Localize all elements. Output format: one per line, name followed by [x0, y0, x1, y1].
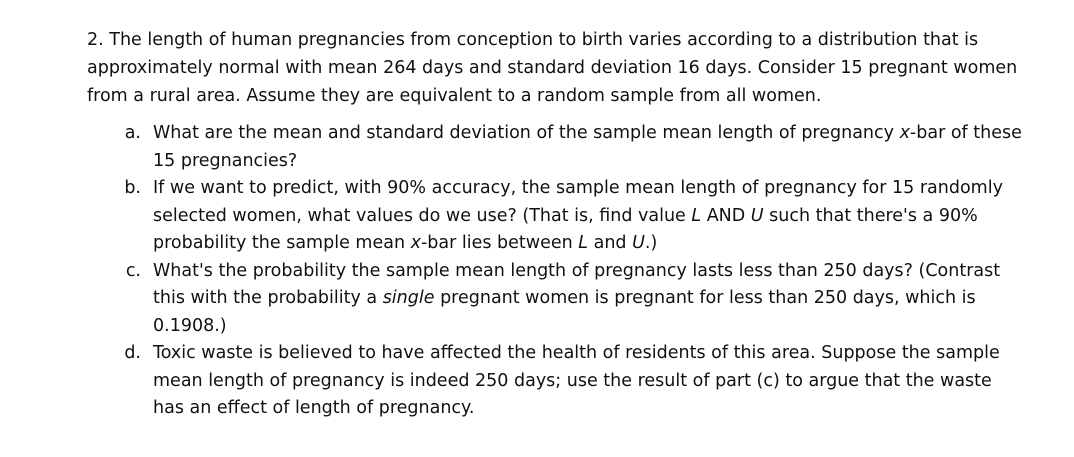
problem-parts-list [87, 120, 1047, 423]
text-segment: If we want to predict, with 90% accuracy, the sample mean length of pregnancy for 15 randomly selected women, what values do we use? (That is, find value [153, 178, 1003, 226]
part-text [153, 175, 1047, 258]
italic-text: L [578, 233, 589, 253]
italic-text: x [899, 123, 910, 143]
italic-text: U [750, 205, 764, 226]
part-letter: d. [124, 343, 141, 363]
problem-block [87, 26, 1047, 423]
text-segment: AND [701, 205, 751, 226]
italic-text: U [632, 233, 645, 253]
problem-part [87, 175, 1047, 258]
problem-part [87, 258, 1047, 341]
text-segment: What are the mean and standard deviation of the sample mean length of pregnancy [153, 123, 900, 143]
text-segment: Toxic waste is believed to have affected the health of residents of this area. Suppose the sample mean length of pregnancy is indeed 250 days; use the result of part (c) to argue that the waste has an effect of length of pregnancy. [153, 343, 1000, 418]
italic-text: x [410, 233, 421, 253]
part-text [153, 258, 1047, 341]
part-letter: b. [124, 178, 141, 198]
text-segment: What's the probability the sample mean length of pregnancy lasts less than 250 days? (Contrast this with the probability a [153, 260, 1001, 308]
text-segment: -bar of these 15 pregnancies? [153, 123, 1022, 171]
part-letter: c. [125, 260, 141, 281]
part-letter: a. [124, 123, 141, 143]
text-segment: pregnant women is pregnant for less than 250 days, which is 0.1908.) [153, 288, 976, 336]
italic-text: single [382, 288, 435, 308]
text-segment: such that there's a 90% probability the sample mean [153, 205, 978, 253]
part-text [153, 120, 1047, 175]
problem-part [87, 120, 1047, 175]
text-segment: and [588, 233, 633, 253]
part-text [153, 340, 1047, 423]
problem-intro: 2. The length of human pregnancies from conception to birth varies according to a distribution that is approximately normal with mean 264 days and standard deviation 16 days. Consider 15 pregnant women from a rural area. Assume they are equivalent to a random sample from all women. [87, 30, 1018, 106]
text-segment: .) [644, 233, 658, 253]
italic-text: L [691, 205, 702, 226]
problem-part [87, 340, 1047, 423]
text-segment: -bar lies between [420, 233, 579, 253]
